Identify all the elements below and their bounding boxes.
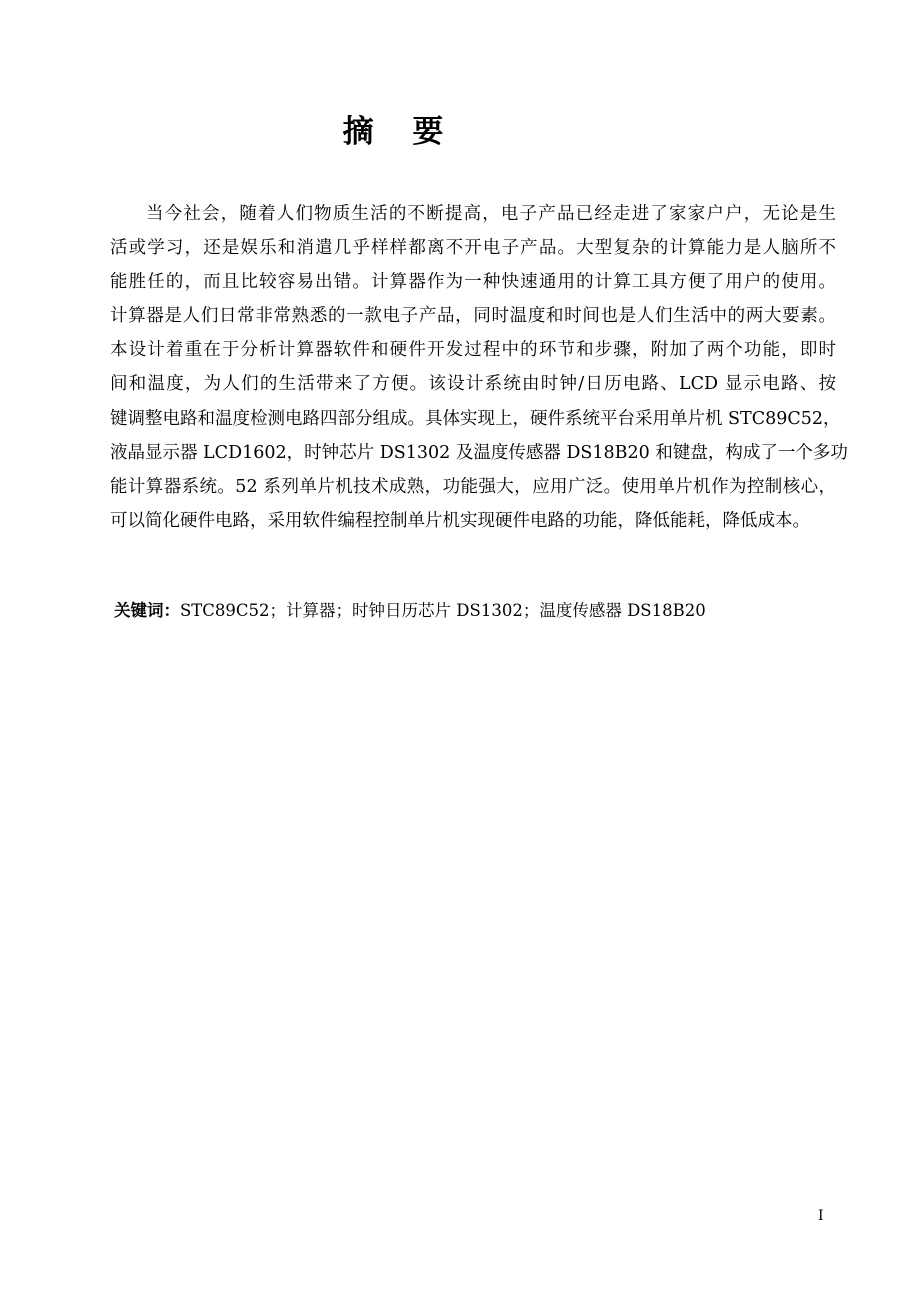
abstract-line-8: 液晶显示器 LCD1602，时钟芯片 DS1302 及温度传感器 DS18B20 和键盘，构成了一个多功 (110, 442, 848, 463)
abstract-line-2: 活或学习，还是娱乐和消遣几乎样样都离不开电子产品。大型复杂的计算能力是人脑所不 (110, 238, 836, 259)
abstract-line-1: 当今社会，随着人们物质生活的不断提高，电子产品已经走进了家家户户，无论是生 (146, 204, 836, 224)
abstract-body (110, 197, 848, 538)
abstract-line-4: 计算器是人们日常非常熟悉的一款电子产品，同时温度和时间也是人们生活中的两大要素。 (110, 306, 836, 327)
abstract-line-7: 键调整电路和温度检测电路四部分组成。具体实现上，硬件系统平台采用单片机 STC89C52， (110, 408, 841, 429)
abstract-line-5: 本设计着重在于分析计算器软件和硬件开发过程中的环节和步骤，附加了两个功能，即时 (110, 340, 836, 361)
keywords-label: 关键词： (114, 601, 180, 620)
abstract-title: 摘 要 (342, 114, 458, 150)
abstract-line-3: 能胜任的，而且比较容易出错。计算器作为一种快速通用的计算工具方便了用户的使用。 (110, 272, 836, 293)
abstract-line-6: 间和温度，为人们的生活带来了方便。该设计系统由时钟/日历电路、LCD 显示电路、按 (110, 374, 836, 395)
abstract-line-10: 可以简化硬件电路，采用软件编程控制单片机实现硬件电路的功能，降低能耗，降低成本。 (110, 510, 810, 531)
keywords-text: STC89C52；计算器；时钟日历芯片 DS1302；温度传感器 DS18B20 (180, 601, 706, 620)
keywords-line (114, 596, 706, 626)
abstract-line-9: 能计算器系统。52 系列单片机技术成熟，功能强大，应用广泛。使用单片机作为控制核心， (110, 476, 836, 497)
page-number: I (818, 1208, 824, 1224)
